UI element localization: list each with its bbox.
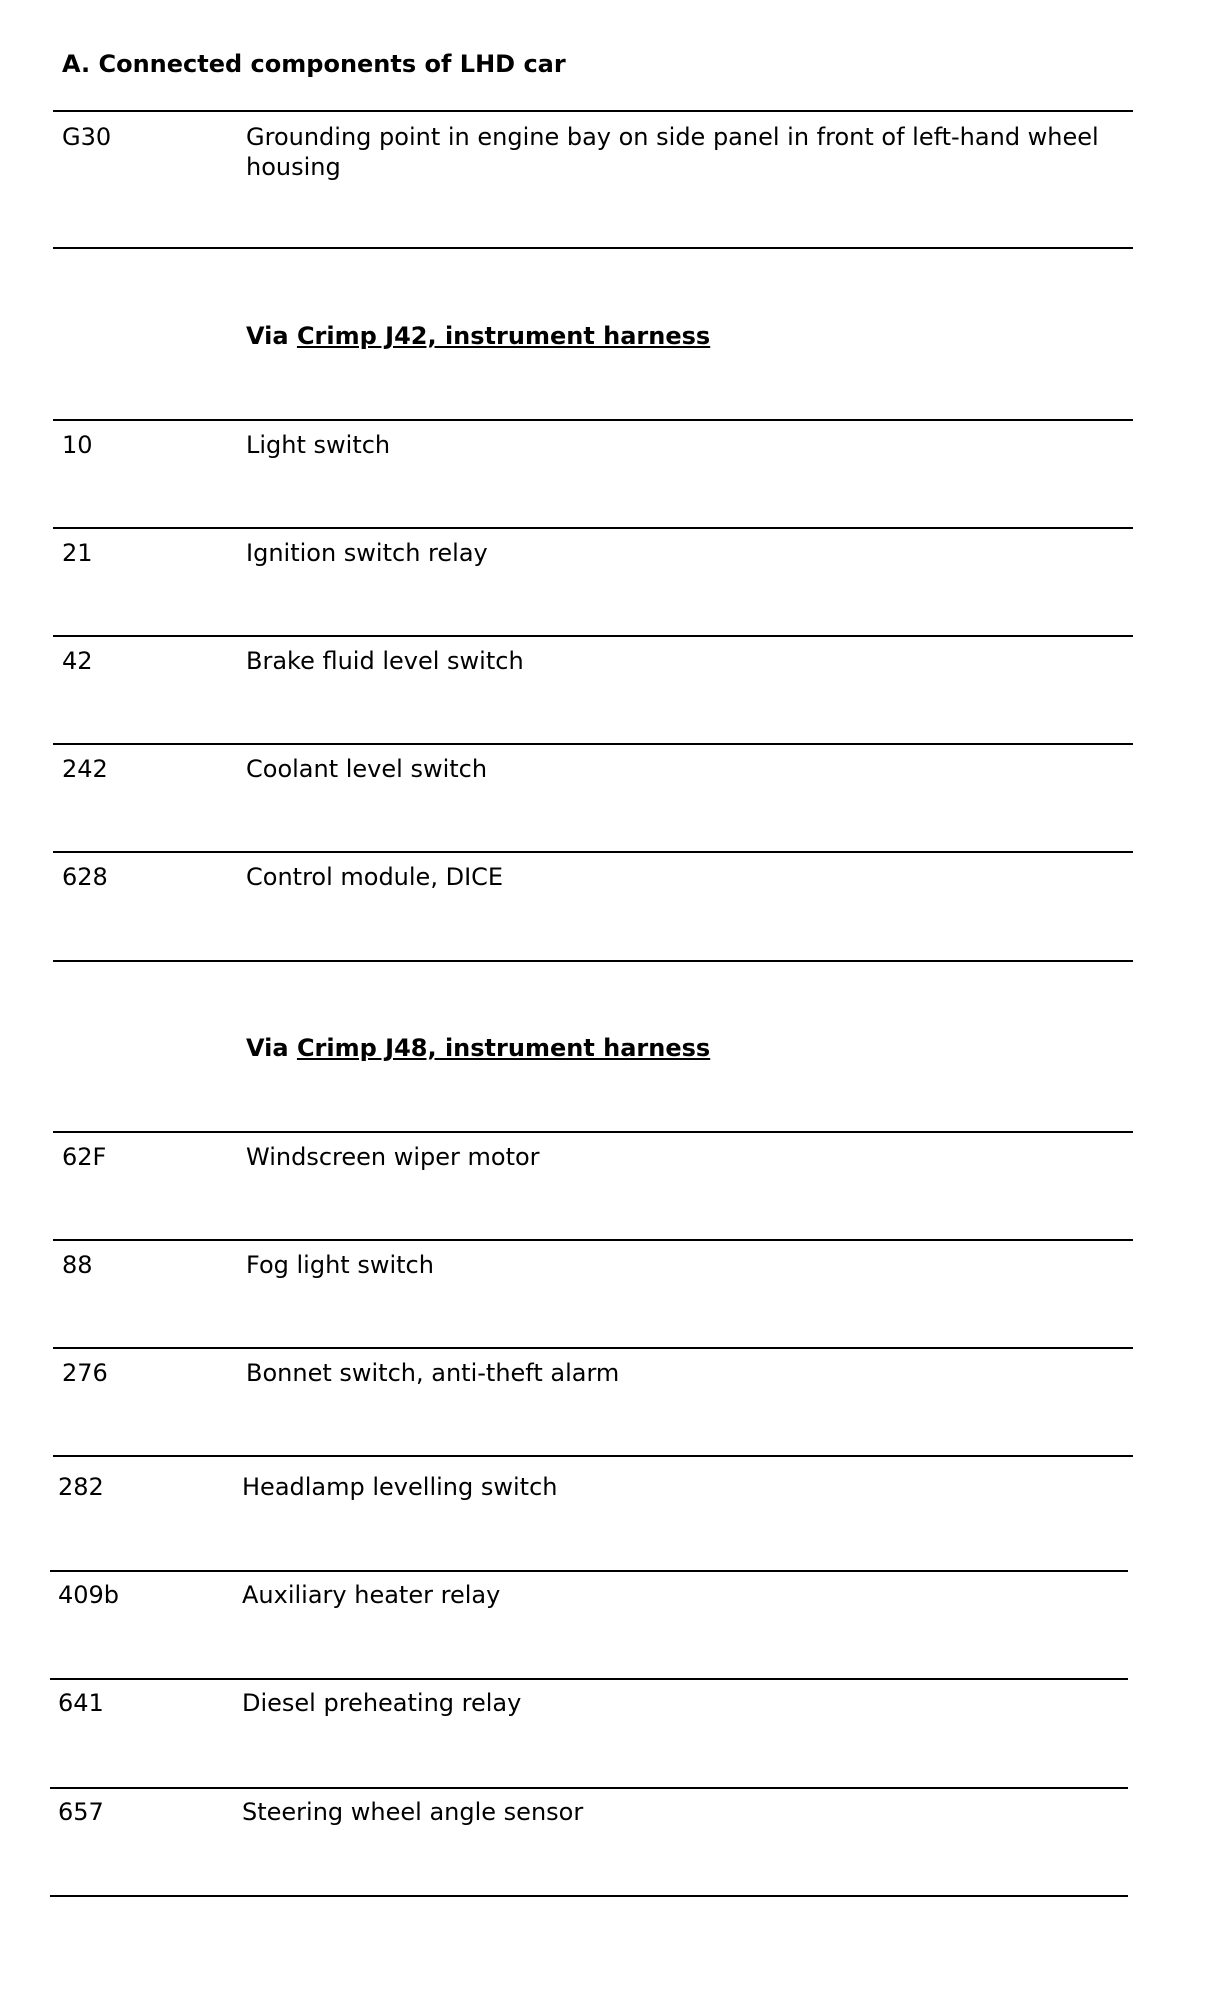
component-code: 409b [58, 1581, 120, 1609]
via-prefix: Via [246, 322, 289, 350]
component-description: Auxiliary heater relay [242, 1581, 501, 1609]
table-divider [53, 1347, 1133, 1349]
table-divider [53, 851, 1133, 853]
component-code: 62F [62, 1143, 107, 1171]
table-divider [53, 635, 1133, 637]
table-divider [53, 1239, 1133, 1241]
component-description: Steering wheel angle sensor [242, 1798, 584, 1826]
component-description: Ignition switch relay [246, 539, 488, 567]
component-code: G30 [62, 123, 112, 151]
table-divider [53, 110, 1133, 112]
component-code: 628 [62, 863, 108, 891]
table-divider [50, 1895, 1128, 1897]
component-code: 641 [58, 1689, 104, 1717]
component-description: Diesel preheating relay [242, 1689, 522, 1717]
component-code: 88 [62, 1251, 93, 1279]
table-divider [53, 1455, 1133, 1457]
component-description: Headlamp levelling switch [242, 1473, 558, 1501]
component-code: 276 [62, 1359, 108, 1387]
component-description: Light switch [246, 431, 391, 459]
component-code: 10 [62, 431, 93, 459]
crimp-link[interactable]: Crimp J48, instrument harness [296, 1034, 711, 1062]
via-prefix: Via [246, 1034, 289, 1062]
table-divider [50, 1787, 1128, 1789]
component-code: 21 [62, 539, 93, 567]
component-code: 657 [58, 1798, 104, 1826]
section-via-j48 [246, 1034, 710, 1062]
table-divider [53, 419, 1133, 421]
table-divider [53, 527, 1133, 529]
component-code: 242 [62, 755, 108, 783]
component-description: Grounding point in engine bay on side panel in front of left-hand wheel housing [246, 123, 1099, 181]
page-title: A. Connected components of LHD car [62, 50, 566, 78]
component-description: Bonnet switch, anti-theft alarm [246, 1359, 620, 1387]
table-divider [53, 247, 1133, 249]
component-description: Windscreen wiper motor [246, 1143, 540, 1171]
table-divider [53, 960, 1133, 962]
component-description: Control module, DICE [246, 863, 504, 891]
component-description: Fog light switch [246, 1251, 434, 1279]
component-description: Brake fluid level switch [246, 647, 524, 675]
section-via-j42 [246, 322, 710, 350]
component-code: 282 [58, 1473, 104, 1501]
component-code: 42 [62, 647, 93, 675]
table-divider [50, 1570, 1128, 1572]
table-divider [53, 1131, 1133, 1133]
component-description: Coolant level switch [246, 755, 488, 783]
table-divider [53, 743, 1133, 745]
crimp-link[interactable]: Crimp J42, instrument harness [296, 322, 711, 350]
table-divider [50, 1678, 1128, 1680]
